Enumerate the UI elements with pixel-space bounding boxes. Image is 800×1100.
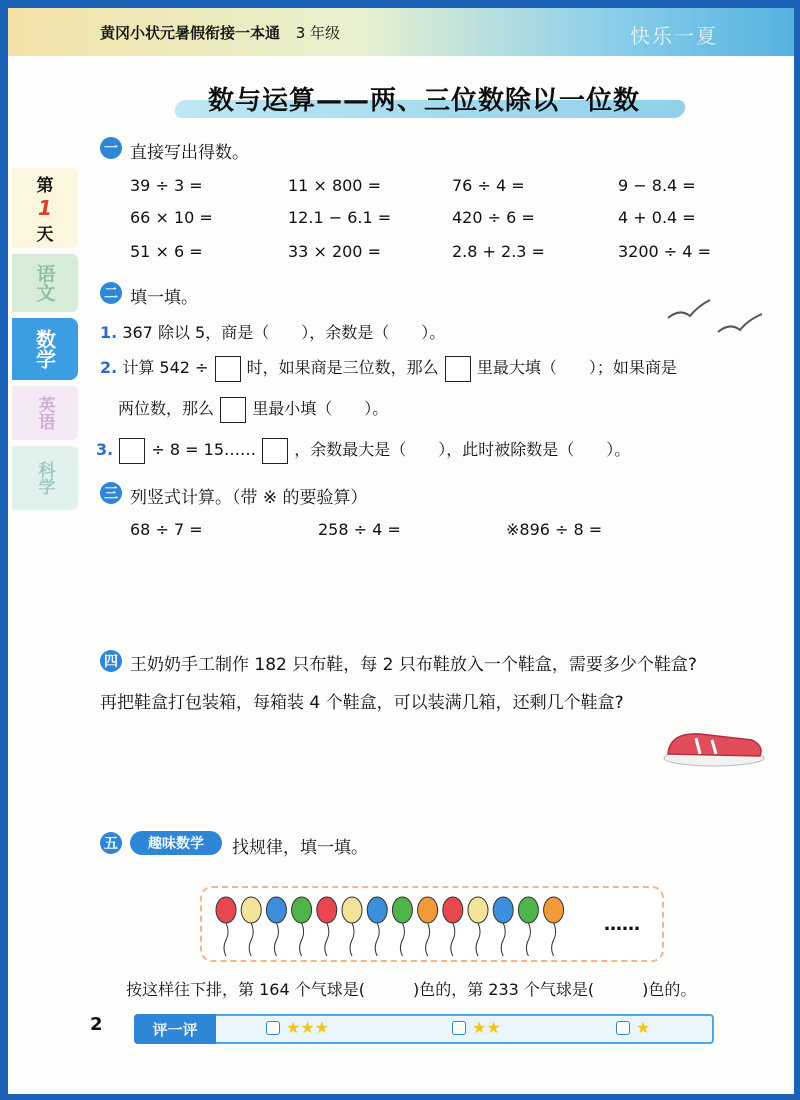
- page-border-top: [0, 0, 800, 8]
- answer-box[interactable]: [220, 397, 246, 423]
- checkbox-icon[interactable]: [616, 1021, 630, 1035]
- calc-item: 76 ÷ 4 =: [452, 176, 525, 195]
- balloon-icon: [342, 897, 362, 956]
- calc-item: 420 ÷ 6 =: [452, 208, 535, 227]
- day-tab-number: 1: [38, 196, 52, 220]
- calc-item: 66 × 10 =: [130, 208, 213, 227]
- question-text: ，余数最大是（ ），此时被除数是（ ）。: [294, 440, 631, 459]
- balloon-icon: [392, 897, 412, 956]
- rating-option-1[interactable]: [616, 1018, 650, 1037]
- page-border-bottom: [0, 1094, 800, 1100]
- balloon-icon: [317, 897, 337, 956]
- tab-yingyu[interactable]: 英语: [12, 386, 78, 440]
- seagull-icon: [666, 296, 766, 342]
- balloon-icon: [266, 897, 286, 956]
- question-text: 367 除以 5，商是（ ），余数是（ ）。: [122, 323, 446, 342]
- day-tab-bottom: 天: [36, 225, 54, 245]
- page-border-right: [794, 0, 800, 1100]
- section-3-badge: 三: [100, 482, 122, 504]
- balloon-icon: [443, 897, 463, 956]
- balloon-icon: [518, 897, 538, 956]
- question-text: 时，如果商是三位数，那么: [246, 358, 439, 377]
- question-text: ÷ 8 = 15……: [151, 440, 257, 459]
- section-4-badge: 四: [100, 650, 122, 672]
- balloon-icon: [292, 897, 312, 956]
- tab-kexue[interactable]: 科学: [12, 446, 78, 510]
- checkbox-icon[interactable]: [452, 1021, 466, 1035]
- section-2-title: 填一填。: [130, 288, 198, 308]
- answer-box[interactable]: [445, 356, 471, 382]
- calc-item: 12.1 − 6.1 =: [288, 208, 392, 227]
- word-problem-line-2: 再把鞋盒打包装箱，每箱装 4 个鞋盒，可以装满几箱，还剩几个鞋盒?: [100, 693, 624, 713]
- star-icon: ★★: [472, 1018, 501, 1037]
- balloon-icon: [367, 897, 387, 956]
- section-1-title: 直接写出得数。: [130, 143, 249, 163]
- star-icon: ★★★: [286, 1018, 330, 1037]
- balloon-icon: [493, 897, 513, 956]
- page-border-left: [0, 0, 8, 1100]
- balloon-icon: [241, 897, 261, 956]
- answer-box[interactable]: [215, 356, 241, 382]
- balloon-icon: [544, 897, 564, 956]
- grade-label: 3 年级: [295, 24, 340, 42]
- shoe-icon: [660, 724, 766, 770]
- question-number: 3.: [96, 440, 114, 459]
- balloon-icon: [216, 897, 236, 956]
- question-text: 两位数，那么: [118, 399, 215, 418]
- vertical-calc-item: 258 ÷ 4 =: [318, 520, 401, 539]
- vertical-calc-item: 68 ÷ 7 =: [130, 520, 203, 539]
- header-deco-text: 快乐一夏: [630, 24, 718, 48]
- star-icon: ★: [636, 1018, 651, 1037]
- day-tab: [12, 168, 78, 248]
- answer-box[interactable]: [119, 438, 145, 464]
- answer-box[interactable]: [262, 438, 288, 464]
- fill-question-1: [100, 320, 445, 343]
- tab-shuxue[interactable]: 数学: [12, 318, 78, 380]
- section-2-badge: 二: [100, 282, 122, 304]
- question-number: 1.: [100, 323, 118, 342]
- section-1-badge: 一: [100, 137, 122, 159]
- question-text: 里最小填（ ）。: [252, 399, 389, 418]
- pattern-question: 按这样往下排，第 164 个气球是( )色的，第 233 个气球是( )色的。: [126, 980, 697, 999]
- tab-yuwen[interactable]: 语文: [12, 254, 78, 312]
- rating-option-2[interactable]: [452, 1018, 501, 1037]
- word-problem-line-1: 王奶奶手工制作 182 只布鞋，每 2 只布鞋放入一个鞋盒，需要多少个鞋盒?: [130, 655, 697, 675]
- fill-question-2-line2: [118, 396, 388, 423]
- book-title: [100, 22, 340, 43]
- calc-item: 39 ÷ 3 =: [130, 176, 203, 195]
- page-title: 数与运算——两、三位数除以一位数: [208, 86, 641, 116]
- calc-item: 51 × 6 =: [130, 242, 203, 261]
- section-3-title: 列竖式计算。（带 ※ 的要验算）: [130, 488, 368, 508]
- fill-question-3: [96, 437, 630, 464]
- balloon-icon: [418, 897, 438, 956]
- question-number: 2.: [100, 358, 118, 377]
- question-text: 计算 542 ÷: [122, 358, 209, 377]
- calc-item: 4 + 0.4 =: [618, 208, 696, 227]
- calc-item: 2.8 + 2.3 =: [452, 242, 545, 261]
- section-5-title: 找规律，填一填。: [232, 838, 368, 858]
- vertical-calc-item: ※896 ÷ 8 =: [506, 520, 603, 539]
- balloon-row: [214, 894, 598, 958]
- evaluation-label: 评一评: [134, 1014, 216, 1044]
- calc-item: 9 − 8.4 =: [618, 176, 696, 195]
- calc-item: 11 × 800 =: [288, 176, 381, 195]
- balloon-icon: [468, 897, 488, 956]
- question-text: 里最大填（ ）；如果商是: [476, 358, 677, 377]
- calc-item: 3200 ÷ 4 =: [618, 242, 711, 261]
- fill-question-2: [100, 355, 677, 382]
- page-number: 2: [90, 1014, 103, 1035]
- ellipsis: ……: [604, 914, 640, 935]
- calc-item: 33 × 200 =: [288, 242, 381, 261]
- book-name: 黄冈小状元暑假衔接一本通: [100, 24, 281, 42]
- fun-math-badge: 趣味数学: [130, 831, 222, 855]
- day-tab-top: 第: [36, 176, 54, 196]
- section-5-badge: 五: [100, 832, 122, 854]
- rating-option-3[interactable]: [266, 1018, 329, 1037]
- checkbox-icon[interactable]: [266, 1021, 280, 1035]
